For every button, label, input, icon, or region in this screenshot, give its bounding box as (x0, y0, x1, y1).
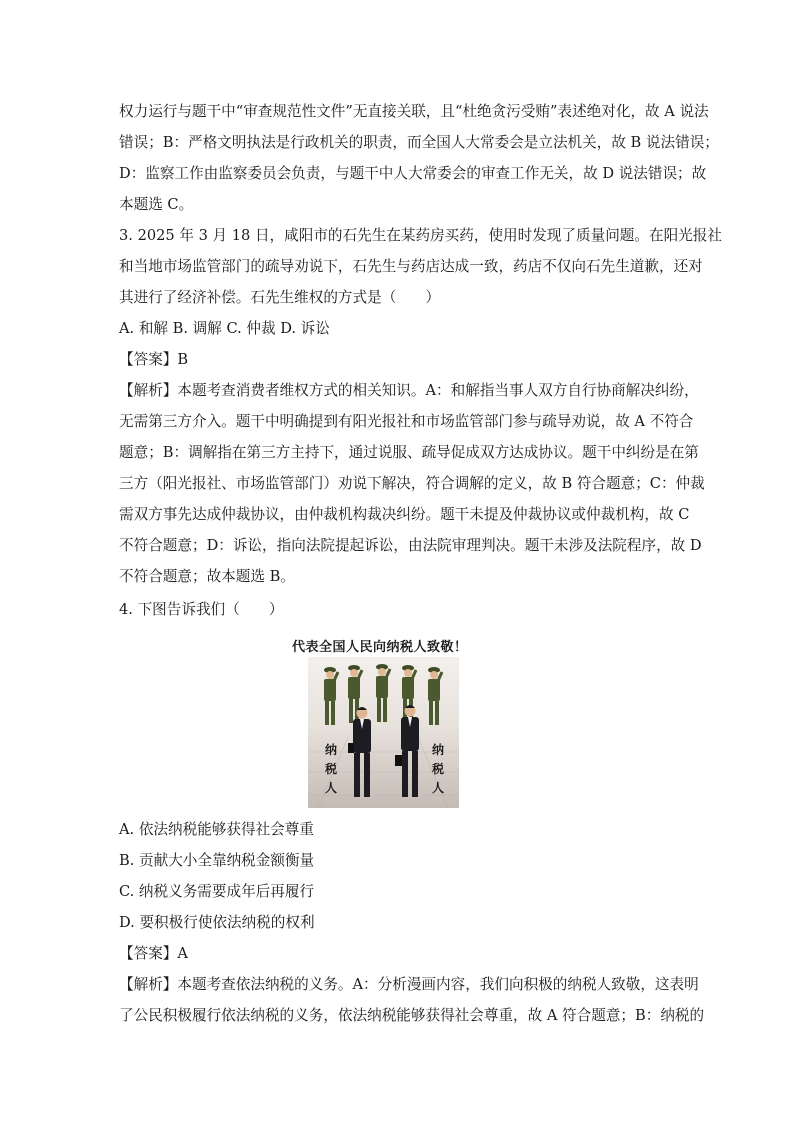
analysis-text: 【解析】本题考查依法纳税的义务。A：分析漫画内容，我们向积极的纳税人致敬，这表明 (119, 976, 699, 993)
analysis-text: 【解析】本题考查消费者维权方式的相关知识。A：和解指当事人双方自行协商解决纠纷， (119, 382, 699, 399)
answer-label: 【答案】A (119, 945, 188, 962)
text-line: 题意；B：调解指在第三方主持下，通过说服、疏导促成双方达成协议。题干中纠纷是在第 (119, 444, 699, 461)
text-line: 错误；B：严格文明执法是行政机关的职责，而全国人大常委会是立法机关，故 B 说法错误； (119, 134, 719, 151)
text-line: 需双方事先达成仲裁协议，由仲裁机构裁决纠纷。题干未提及仲裁协议或仲裁机构，故 C (119, 506, 690, 523)
text-line: 和当地市场监管部门的疏导劝说下，石先生与药店达成一致，药店不仅向石先生道歉，还对 (119, 258, 703, 275)
answer-label: 【答案】B (119, 351, 189, 368)
text-line: 不符合题意；故本题选 B。 (119, 568, 295, 585)
option-c: C. 纳税义务需要成年后再履行 (119, 883, 315, 900)
figure-caption: 代表全国人民向纳税人致敬！ (292, 640, 468, 655)
text-line: 本题选 C。 (119, 196, 194, 213)
option-a: A. 依法纳税能够获得社会尊重 (119, 821, 314, 838)
option-b: B. 贡献大小全靠纳税金额衡量 (119, 852, 315, 869)
text-line: 三方（阳光报社、市场监管部门）劝说下解决，符合调解的定义，故 B 符合题意；C：仲裁 (119, 475, 705, 492)
text-line: 无需第三方介入。题干中明确提到有阳光报社和市场监管部门参与疏导劝说，故 A 不符合 (119, 413, 694, 430)
text-line: 权力运行与题干中“审查规范性文件”无直接关联，且“杜绝贪污受贿”表述绝对化，故 A 说法 (119, 103, 709, 120)
taxpayer-illustration (308, 657, 459, 808)
option-d: D. 要积极行使依法纳税的权利 (119, 914, 315, 931)
question-3-stem: 3. 2025 年 3 月 18 日，咸阳市的石先生在某药房买药，使用时发现了质量问题。在阳光报社 (119, 227, 722, 244)
text-line: 不符合题意；D：诉讼，指向法院提起诉讼，由法院审理判决。题干未涉及法院程序，故 D (119, 537, 702, 554)
text-line: 其进行了经济补偿。石先生维权的方式是（ ） (119, 289, 441, 306)
text-line: D：监察工作由监察委员会负责，与题干中人大常委会的审查工作无关，故 D 说法错误；故 (119, 165, 707, 182)
text-line: 了公民积极履行依法纳税的义务，依法纳税能够获得社会尊重，故 A 符合题意；B：纳税的 (119, 1007, 705, 1024)
left-taxpayer-label: 纳税人 (324, 743, 337, 795)
question-4-stem: 4. 下图告诉我们（ ） (119, 601, 284, 618)
question-3-options: A. 和解 B. 调解 C. 仲裁 D. 诉讼 (119, 320, 330, 337)
right-taxpayer-label: 纳税人 (431, 743, 444, 795)
